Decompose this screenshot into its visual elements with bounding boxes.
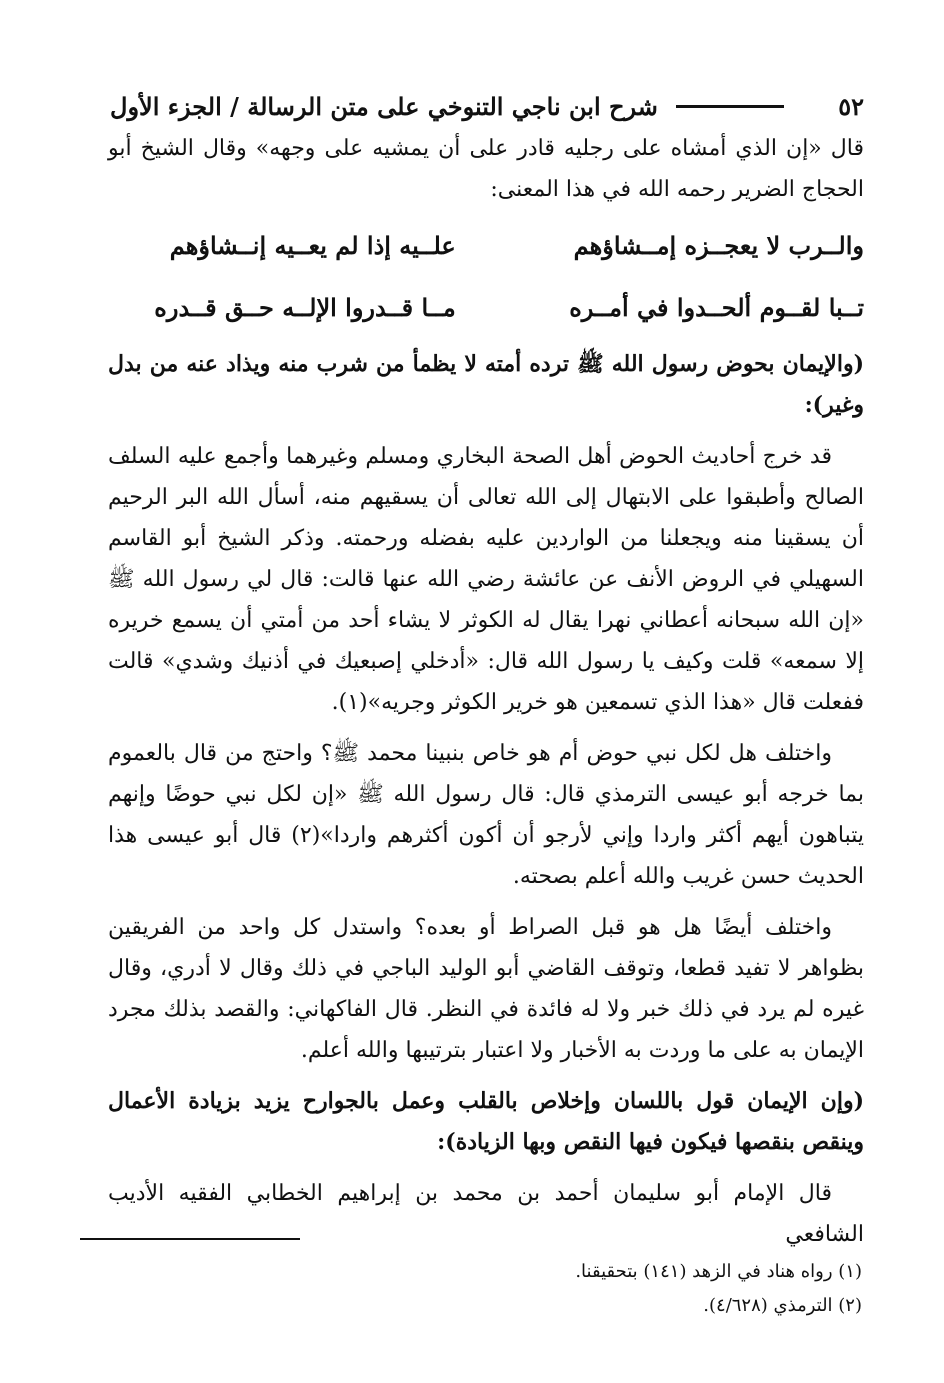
- paragraph-hawd-prophets: واختلف هل لكل نبي حوض أم هو خاص بنبينا محمد ﷺ؟ واحتج من قال بالعموم بما خرجه أبو عيسى الترمذي قال: قال رسول الله ﷺ «إن لكل نبي حوضًا وإنهم يتباهون أيهم أكثر واردا وإني لأرجو أن أكون أكثرهم واردا»(٢) قال أبو عيسى هذا الحديث حسن غريب والله أعلم بصحته.: [108, 741, 864, 889]
- verse-2-second-hemistich: مــا قــدروا الإلــه حــق قــدره: [154, 293, 456, 322]
- main-text: [108, 128, 864, 1247]
- verse-2-first-hemistich: تــبا لقــوم ألحــدوا في أمــره: [569, 293, 864, 322]
- footnote-separator: [80, 1238, 300, 1240]
- verse-line-1: [108, 220, 864, 272]
- paragraph-quote-intro: قال «إن الذي أمشاه على رجليه قادر على أن يمشيه على وجهه» وقال الشيخ أبو الحجاج الضرير رحمه الله في هذا المعنى:: [108, 136, 864, 202]
- footnote-2: (٢) الترمذي (٤/٦٢٨).: [703, 1295, 862, 1316]
- verse-1-first-hemistich: والــرب لا يعجــزه إمــشاؤهم: [573, 231, 864, 260]
- header-rule: [676, 105, 784, 108]
- paragraph-khattabi: قال الإمام أبو سليمان أحمد بن محمد بن إبراهيم الخطابي الفقيه الأديب الشافعي: [108, 1181, 864, 1247]
- footnotes: [108, 1255, 862, 1323]
- running-title: شرح ابن ناجي التنوخي على متن الرسالة / الجزء الأول: [110, 91, 658, 121]
- page-number: ٥٢: [838, 91, 864, 121]
- paragraph-hawd-sirat: واختلف أيضًا هل هو قبل الصراط أو بعده؟ واستدل كل واحد من الفريقين بظواهر لا تفيد قطعا، وتوقف القاضي أبو الوليد الباجي في ذلك وقال لا أدري، وقال غيره لم يرد في ذلك خبر ولا له فائدة في النظر. قال الفاكهاني: والقصد بذلك مجرد الإيمان به على ما وردت به الأخبار ولا اعتبار بترتيبها والله أعلم.: [108, 915, 864, 1063]
- page-header: [110, 86, 864, 126]
- paragraph-hawd-hadiths: قد خرج أحاديث الحوض أهل الصحة البخاري ومسلم وغيرهما وأجمع عليه السلف الصالح وأطبقوا على الابتهال إلى الله تعالى أن يسقيهم منه، أسأل الله البر الرحيم أن يسقينا منه ويجعلنا من الواردين عليه بفضله ورحمته. وذكر الشيخ أبو القاسم السهيلي في الروض الأنف عن عائشة رضي الله عنها قالت: قال لي رسول الله ﷺ «إن الله سبحانه أعطاني نهرا يقال له الكوثر لا يشاء أحد من أمتي أن يسمع خريره إلا سمعه» قلت وكيف يا رسول الله قال: «أدخلي إصبعيك في أذنيك وشدي» قالت ففعلت قال «هذا الذي تسمعين هو خرير الكوثر وجريه»(١).: [108, 444, 864, 715]
- verse-line-2: [108, 282, 864, 334]
- footnote-1: (١) رواه هناد في الزهد (١٤١) بتحقيقنا.: [575, 1261, 862, 1282]
- matn-hawd: (والإيمان بحوض رسول الله ﷺ ترده أمته لا يظمأ من شرب منه ويذاد عنه من بدل وغير):: [108, 351, 864, 418]
- verse-1-second-hemistich: علــيه إذا لم يعــيه إنــشاؤهم: [169, 231, 456, 260]
- matn-iman: (وإن الإيمان قول باللسان وإخلاص بالقلب وعمل بالجوارح يزيد بزيادة الأعمال وينقص بنقصها فيكون فيها النقص وبها الزيادة):: [108, 1088, 864, 1155]
